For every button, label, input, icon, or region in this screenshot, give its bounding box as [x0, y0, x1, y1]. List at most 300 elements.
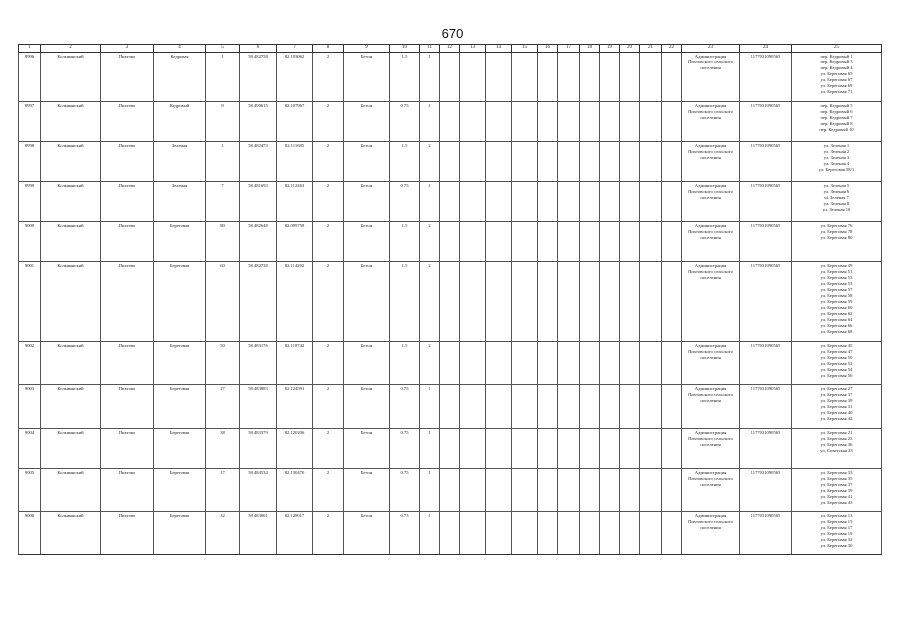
empty-cell	[440, 181, 460, 221]
address-line: ул. Береговая 58/1	[818, 166, 855, 172]
column-header: 20	[620, 45, 640, 53]
house-cell: 27	[206, 385, 240, 428]
containers-cell: 1	[420, 468, 440, 511]
addresses-cell	[792, 428, 882, 468]
address-line: ул. Зеленая 5	[823, 182, 850, 188]
empty-cell	[460, 468, 486, 511]
house-cell: 1	[206, 52, 240, 101]
address-line: ул. Береговая 19	[820, 530, 853, 536]
empty-cell	[512, 342, 538, 385]
address-line: ul. Зеленая 7	[824, 194, 849, 200]
street-cell: Береговая	[154, 428, 206, 468]
empty-cell	[662, 52, 682, 101]
address-line: ул. Береговая 58	[820, 292, 853, 298]
containers-cell: 2	[420, 221, 440, 261]
longitude-cell: 82.112463	[277, 181, 313, 221]
latitude-cell: 58.484534	[240, 468, 277, 511]
empty-cell	[662, 468, 682, 511]
owner-cell: Администрация Пихтовского сельского поселения	[682, 141, 740, 181]
empty-cell	[580, 511, 600, 554]
address-line: пер. Кедровый 10	[819, 126, 854, 132]
address-line: ул. Зеленая 6	[823, 188, 850, 194]
address-line: ул. Береговая 80	[820, 234, 853, 240]
row-id: 8998	[19, 141, 41, 181]
empty-cell	[538, 101, 558, 141]
empty-cell	[662, 261, 682, 341]
district-cell: Колыванский	[41, 511, 101, 554]
address-line: ул. Береговая 55	[820, 280, 853, 286]
address-line: ул. Зеленая 1	[823, 142, 850, 148]
empty-cell	[600, 221, 620, 261]
settlement-cell: Пихтово	[101, 221, 154, 261]
empty-cell	[620, 141, 640, 181]
empty-cell	[486, 221, 512, 261]
address-line: пер. Кедровый 6	[820, 108, 853, 114]
column-header: 23	[682, 45, 740, 53]
empty-cell	[558, 342, 580, 385]
address-line: пер. Кедровый 5	[820, 102, 853, 108]
address-line: ул. Береговая 53	[820, 274, 853, 280]
empty-cell	[440, 385, 460, 428]
street-cell: Кедровый	[154, 101, 206, 141]
owner-cell: Администрация Пихтовского сельского поселения	[682, 511, 740, 554]
address-line: ул. Береговая 69	[820, 83, 853, 89]
empty-cell	[662, 385, 682, 428]
owner-cell: Администрация Пихтовского сельского поселения	[682, 261, 740, 341]
district-cell: Колыванский	[41, 468, 101, 511]
street-cell: Береговая	[154, 468, 206, 511]
column-header: 3	[101, 45, 154, 53]
street-cell: Зеленая	[154, 141, 206, 181]
empty-cell	[512, 261, 538, 341]
column-header: 17	[558, 45, 580, 53]
material-cell: Бетон	[344, 101, 390, 141]
column-header: 24	[740, 45, 792, 53]
empty-cell	[460, 511, 486, 554]
area-cell: 1.5	[390, 342, 420, 385]
longitude-cell: 82.103062	[277, 52, 313, 101]
empty-cell	[440, 221, 460, 261]
empty-cell	[440, 511, 460, 554]
material-cell: Бетон	[344, 468, 390, 511]
empty-cell	[662, 511, 682, 554]
longitude-cell: 82.118742	[277, 342, 313, 385]
address-line: ул. Береговая 76	[820, 222, 853, 228]
empty-cell	[512, 52, 538, 101]
area-cell: 0.75	[390, 101, 420, 141]
owner-cell: Администрация Пихтовского сельского поселения	[682, 428, 740, 468]
address-line: ул. Береговая 68	[820, 328, 853, 334]
address-line: ул. Советская 23	[820, 447, 853, 453]
count-cell: 2	[313, 342, 344, 385]
address-line: ул. Береговая 49	[820, 262, 853, 268]
longitude-cell: 82.111685	[277, 141, 313, 181]
empty-cell	[640, 101, 662, 141]
address-line: ул. Береговая 50	[820, 355, 853, 361]
table-row	[19, 141, 882, 181]
ogrn-cell: 1177031090565	[740, 221, 792, 261]
empty-cell	[538, 261, 558, 341]
row-id: 8999	[19, 181, 41, 221]
empty-cell	[512, 428, 538, 468]
empty-cell	[600, 468, 620, 511]
empty-cell	[620, 221, 640, 261]
containers-cell: 1	[420, 101, 440, 141]
settlement-cell: Пихтово	[101, 101, 154, 141]
district-cell: Колыванский	[41, 261, 101, 341]
empty-cell	[640, 428, 662, 468]
address-line: пер. Кедровый 7	[820, 114, 853, 120]
empty-cell	[440, 52, 460, 101]
count-cell: 2	[313, 101, 344, 141]
addresses-cell	[792, 511, 882, 554]
house-cell: 7	[206, 181, 240, 221]
settlement-cell: Пихтово	[101, 261, 154, 341]
address-line: ул. Береговая 67	[820, 77, 853, 83]
empty-cell	[662, 181, 682, 221]
empty-cell	[662, 221, 682, 261]
address-line: ул. Береговая 65	[820, 71, 853, 77]
address-line: пер. Кедровый 4	[820, 65, 853, 71]
material-cell: Бетон	[344, 141, 390, 181]
registry-table	[18, 44, 882, 555]
district-cell: Колыванский	[41, 141, 101, 181]
district-cell: Колыванский	[41, 101, 101, 141]
empty-cell	[486, 428, 512, 468]
column-header: 19	[600, 45, 620, 53]
address-line: ул. Зеленая 10	[822, 206, 851, 212]
ogrn-cell: 1177031090565	[740, 511, 792, 554]
addresses-cell	[792, 385, 882, 428]
empty-cell	[538, 385, 558, 428]
ogrn-cell: 1177031090565	[740, 181, 792, 221]
containers-cell: 1	[420, 511, 440, 554]
latitude-cell: 58.482758	[240, 52, 277, 101]
empty-cell	[460, 261, 486, 341]
table-row	[19, 181, 882, 221]
empty-cell	[558, 181, 580, 221]
empty-cell	[620, 261, 640, 341]
table-row	[19, 261, 882, 341]
address-line: ул. Береговая 31	[820, 404, 853, 410]
empty-cell	[600, 342, 620, 385]
latitude-cell: 58.482738	[240, 261, 277, 341]
column-header: 21	[640, 45, 662, 53]
count-cell: 2	[313, 221, 344, 261]
settlement-cell: Пихтово	[101, 428, 154, 468]
empty-cell	[512, 181, 538, 221]
district-cell: Колыванский	[41, 221, 101, 261]
longitude-cell: 82.124591	[277, 385, 313, 428]
header-row	[19, 45, 882, 53]
address-line: ул. Береговая 71	[820, 89, 853, 95]
area-cell: 0.75	[390, 428, 420, 468]
empty-cell	[620, 101, 640, 141]
material-cell: Бетон	[344, 181, 390, 221]
empty-cell	[580, 342, 600, 385]
address-line: ул. Береговая 59	[820, 298, 853, 304]
empty-cell	[486, 181, 512, 221]
row-id: 8996	[19, 52, 41, 101]
containers-cell: 1	[420, 385, 440, 428]
area-cell: 0.75	[390, 385, 420, 428]
empty-cell	[620, 468, 640, 511]
empty-cell	[640, 342, 662, 385]
area-cell: 0.75	[390, 511, 420, 554]
empty-cell	[486, 511, 512, 554]
empty-cell	[538, 468, 558, 511]
ogrn-cell: 1177031090565	[740, 342, 792, 385]
empty-cell	[460, 342, 486, 385]
empty-cell	[558, 511, 580, 554]
street-cell: Береговая	[154, 221, 206, 261]
empty-cell	[558, 468, 580, 511]
empty-cell	[620, 342, 640, 385]
empty-cell	[512, 511, 538, 554]
empty-cell	[538, 221, 558, 261]
empty-cell	[512, 141, 538, 181]
address-line: ул. Береговая 32	[820, 536, 853, 542]
empty-cell	[640, 52, 662, 101]
latitude-cell: 58.483379	[240, 428, 277, 468]
ogrn-cell: 1177031090565	[740, 261, 792, 341]
row-id: 8997	[19, 101, 41, 141]
address-line: ул. Береговая 33	[820, 469, 853, 475]
empty-cell	[486, 261, 512, 341]
address-line: ул. Береговая 57	[820, 286, 853, 292]
column-header: 2	[41, 45, 101, 53]
ogrn-cell: 1177031090565	[740, 428, 792, 468]
material-cell: Бетон	[344, 221, 390, 261]
empty-cell	[620, 385, 640, 428]
latitude-cell: 58.490615	[240, 101, 277, 141]
empty-cell	[440, 261, 460, 341]
material-cell: Бетон	[344, 342, 390, 385]
material-cell: Бетон	[344, 428, 390, 468]
table-row	[19, 342, 882, 385]
address-line: пер. Кедровый 8	[820, 120, 853, 126]
table-row	[19, 221, 882, 261]
empty-cell	[580, 385, 600, 428]
empty-cell	[558, 428, 580, 468]
empty-cell	[538, 141, 558, 181]
district-cell: Колыванский	[41, 342, 101, 385]
empty-cell	[640, 221, 662, 261]
column-header: 5	[206, 45, 240, 53]
empty-cell	[640, 511, 662, 554]
count-cell: 2	[313, 52, 344, 101]
empty-cell	[460, 181, 486, 221]
house-cell: 8	[206, 101, 240, 141]
area-cell: 0.75	[390, 468, 420, 511]
longitude-cell: 82.120206	[277, 428, 313, 468]
address-line: ул. Береговая 15	[820, 518, 853, 524]
address-line: ул. Зеленая 2	[823, 148, 850, 154]
empty-cell	[600, 52, 620, 101]
table-row	[19, 52, 882, 101]
ogrn-cell: 1177031090565	[740, 52, 792, 101]
row-id: 9004	[19, 428, 41, 468]
latitude-cell: 58.481693	[240, 181, 277, 221]
address-line: ул. Береговая 43	[820, 499, 853, 505]
street-cell: Кедровая	[154, 52, 206, 101]
column-header: 11	[420, 45, 440, 53]
addresses-cell	[792, 342, 882, 385]
address-line: ул. Береговая 39	[820, 398, 853, 404]
address-line: ул. Береговая 21	[820, 429, 853, 435]
ogrn-cell: 1177031090565	[740, 468, 792, 511]
address-line: ул. Зеленая 3	[823, 154, 850, 160]
longitude-cell: 82.107967	[277, 101, 313, 141]
street-cell: Береговая	[154, 511, 206, 554]
containers-cell: 1	[420, 181, 440, 221]
empty-cell	[558, 101, 580, 141]
empty-cell	[640, 141, 662, 181]
address-line: ул. Зеленая 8	[823, 200, 850, 206]
count-cell: 2	[313, 511, 344, 554]
empty-cell	[486, 385, 512, 428]
column-header: 25	[792, 45, 882, 53]
empty-cell	[580, 221, 600, 261]
column-header: 12	[440, 45, 460, 53]
house-cell: 32	[206, 511, 240, 554]
addresses-cell	[792, 221, 882, 261]
containers-cell: 2	[420, 342, 440, 385]
count-cell: 2	[313, 181, 344, 221]
empty-cell	[600, 428, 620, 468]
column-header: 4	[154, 45, 206, 53]
address-line: ул. Береговая 17	[820, 524, 853, 530]
latitude-cell: 58.483883	[240, 385, 277, 428]
house-cell: 60	[206, 261, 240, 341]
address-line: ул. Береговая 37	[820, 481, 853, 487]
empty-cell	[558, 221, 580, 261]
ogrn-cell: 1177031090565	[740, 385, 792, 428]
address-line: ул. Береговая 56	[820, 373, 853, 379]
address-line: ул. Зеленая 4	[823, 160, 850, 166]
area-cell: 1.5	[390, 221, 420, 261]
material-cell: Бетон	[344, 261, 390, 341]
empty-cell	[600, 261, 620, 341]
house-cell: 17	[206, 468, 240, 511]
address-line: ул. Береговая 64	[820, 316, 853, 322]
empty-cell	[558, 261, 580, 341]
empty-cell	[512, 468, 538, 511]
address-line: ул. Береговая 35	[820, 475, 853, 481]
empty-cell	[460, 428, 486, 468]
column-header: 15	[512, 45, 538, 53]
empty-cell	[538, 52, 558, 101]
address-line: ул. Береговая 54	[820, 367, 853, 373]
ogrn-cell: 1177031090565	[740, 141, 792, 181]
addresses-cell	[792, 52, 882, 101]
address-line: ул. Береговая 30	[820, 542, 853, 548]
house-cell: 1	[206, 141, 240, 181]
column-header: 13	[460, 45, 486, 53]
count-cell: 2	[313, 261, 344, 341]
latitude-cell: 58.483061	[240, 511, 277, 554]
empty-cell	[600, 181, 620, 221]
address-line: ул. Береговая 62	[820, 310, 853, 316]
address-line: ул. Береговая 45	[820, 343, 853, 349]
empty-cell	[640, 181, 662, 221]
empty-cell	[538, 342, 558, 385]
district-cell: Колыванский	[41, 52, 101, 101]
empty-cell	[640, 468, 662, 511]
address-line: ул. Береговая 39	[820, 487, 853, 493]
settlement-cell: Пихтово	[101, 141, 154, 181]
area-cell: 1.5	[390, 52, 420, 101]
containers-cell: 2	[420, 261, 440, 341]
longitude-cell: 82.099758	[277, 221, 313, 261]
street-cell: Береговая	[154, 261, 206, 341]
count-cell: 2	[313, 385, 344, 428]
street-cell: Береговая	[154, 385, 206, 428]
longitude-cell: 82.130470	[277, 468, 313, 511]
settlement-cell: Пихтово	[101, 468, 154, 511]
row-id: 9003	[19, 385, 41, 428]
empty-cell	[580, 141, 600, 181]
empty-cell	[440, 342, 460, 385]
containers-cell: 1	[420, 428, 440, 468]
address-line: ул. Береговая 66	[820, 322, 853, 328]
empty-cell	[460, 221, 486, 261]
count-cell: 2	[313, 428, 344, 468]
house-cell: 38	[206, 428, 240, 468]
empty-cell	[600, 141, 620, 181]
empty-cell	[620, 52, 640, 101]
address-line: ул. Береговая 27	[820, 386, 853, 392]
empty-cell	[440, 101, 460, 141]
addresses-cell	[792, 181, 882, 221]
empty-cell	[600, 101, 620, 141]
address-line: ул. Береговая 60	[820, 304, 853, 310]
containers-cell: 1	[420, 52, 440, 101]
empty-cell	[580, 181, 600, 221]
ogrn-cell: 1177031090565	[740, 101, 792, 141]
empty-cell	[640, 261, 662, 341]
column-header: 1	[19, 45, 41, 53]
empty-cell	[486, 468, 512, 511]
settlement-cell: Пихтово	[101, 385, 154, 428]
empty-cell	[558, 141, 580, 181]
address-line: ул. Береговая 40	[820, 410, 853, 416]
empty-cell	[440, 468, 460, 511]
area-cell: 0.75	[390, 181, 420, 221]
addresses-cell	[792, 261, 882, 341]
empty-cell	[620, 428, 640, 468]
address-line: ул. Береговая 42	[820, 416, 853, 422]
table-row	[19, 468, 882, 511]
owner-cell: Администрация Пихтовского сельского поселения	[682, 181, 740, 221]
owner-cell: Администрация Пихтовского сельского поселения	[682, 52, 740, 101]
containers-cell: 2	[420, 141, 440, 181]
empty-cell	[440, 428, 460, 468]
empty-cell	[512, 101, 538, 141]
address-line: ул. Береговая 23	[820, 435, 853, 441]
empty-cell	[486, 342, 512, 385]
addresses-cell	[792, 101, 882, 141]
settlement-cell: Пихтово	[101, 511, 154, 554]
owner-cell: Администрация Пихтовского сельского поселения	[682, 468, 740, 511]
house-cell: 50	[206, 342, 240, 385]
empty-cell	[580, 468, 600, 511]
row-id: 9000	[19, 221, 41, 261]
page-number: 670	[441, 26, 464, 41]
district-cell: Колыванский	[41, 385, 101, 428]
settlement-cell: Пихтово	[101, 342, 154, 385]
column-header: 10	[390, 45, 420, 53]
